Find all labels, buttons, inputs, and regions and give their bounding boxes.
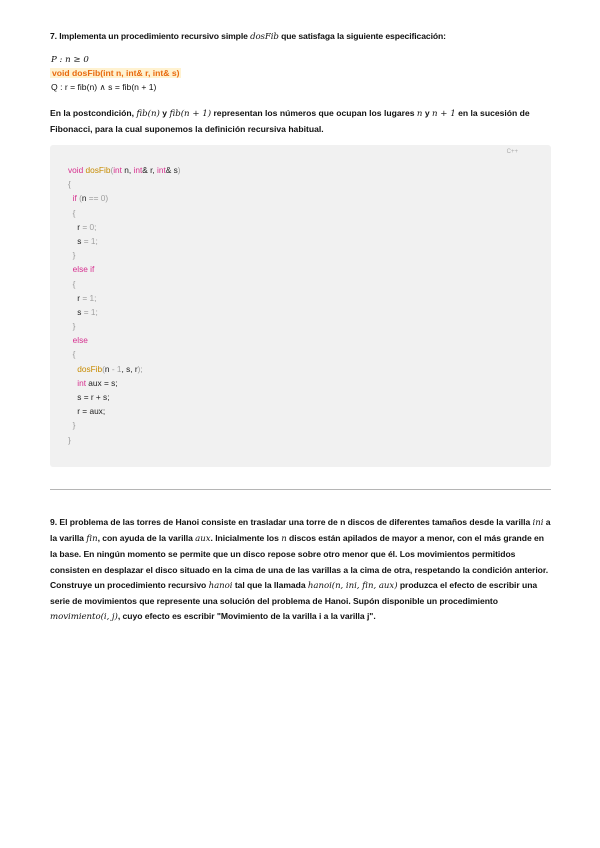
code-line: }: [72, 420, 76, 431]
code-block[interactable]: [50, 145, 551, 467]
precondition: P : n ≥ 0: [51, 55, 89, 65]
code-line: {: [72, 278, 76, 289]
code-line: dosFib(n - 1, s, r);: [77, 363, 143, 374]
code-line: int aux = s;: [77, 377, 118, 388]
ex9-text: , con ayuda de la varilla: [97, 533, 196, 544]
code-line: {: [68, 179, 71, 190]
title-text: 7. Implementa un procedimiento recursivo simple: [50, 31, 251, 41]
code-line: s = 1;: [77, 235, 98, 246]
desc-text: en la sucesión de Fibonacci, para la cual suponemos la definición recursiva habitual.: [50, 108, 530, 134]
highlighted-signature[interactable]: void dosFib(int n, int& r, int& s): [52, 68, 180, 78]
postcondition-description: [50, 106, 550, 137]
math-dosfib: dosFib: [250, 32, 279, 42]
math-ini: ini: [532, 518, 544, 528]
math-fin: fin: [86, 534, 98, 545]
section-divider: [50, 489, 551, 490]
exercise-9-text: [50, 515, 552, 625]
ex9-text: produzca el efecto de escribir una serie de movimientos que represente una solución del problema de Hanoi. Supón disponible un procedimiento: [50, 579, 538, 607]
code-line: else if: [72, 264, 95, 275]
math-aux: aux: [195, 534, 211, 545]
ex9-text: 9. El problema de las torres de Hanoi consiste en trasladar una torre de n discos de diferentes tamaños desde la varilla: [50, 517, 533, 527]
code-line: s = r + s;: [77, 392, 110, 402]
math-fib-n: fib(n): [136, 109, 160, 119]
desc-text: representan los números que ocupan los lugares: [211, 108, 417, 118]
code-line: }: [72, 250, 76, 261]
math-movimiento: movimiento(i, j): [50, 612, 118, 623]
ex9-text: tal que la llamada: [232, 579, 308, 590]
desc-text: En la postcondición,: [50, 108, 137, 118]
math-n: n: [416, 109, 423, 119]
desc-text: y: [159, 108, 170, 118]
code-line: {: [72, 207, 76, 218]
math-fib-n1: fib(n + 1): [169, 109, 212, 119]
code-line: void dosFib(int n, int& r, int& s): [68, 165, 181, 175]
code-line: r = 0;: [77, 221, 97, 232]
desc-text: y: [422, 108, 433, 118]
code-line: s = 1;: [77, 306, 98, 317]
ex9-text: , cuyo efecto es escribir "Movimiento de la varilla i a la varilla j".: [117, 611, 376, 622]
code-lines: [68, 163, 181, 447]
postcondition: Q : r = fib(n) ∧ s = fib(n + 1): [51, 82, 157, 92]
exercise-7-title: [50, 31, 446, 42]
code-language-label: C++: [506, 149, 518, 155]
ex9-text: a la varilla: [50, 517, 551, 544]
math-hanoi: hanoi: [208, 580, 233, 591]
code-line: r = 1;: [77, 292, 97, 303]
title-text-end: que satisfaga la siguiente especificación:: [278, 31, 446, 41]
code-line: r = aux;: [77, 406, 106, 417]
ex9-text: discos están apilados de mayor a menor, con el más grande en la base. En ningún momento se permite que un disco repose sobre otro menor que él. Los movimientos permitidos consisten en desplazar el disco situado en la cima de una de las varillas a la cima de otra, respetando la condición anterior. Construye un procedimiento recursivo: [50, 533, 549, 590]
code-line: }: [68, 434, 71, 445]
code-line: if (n == 0): [72, 193, 109, 204]
ex9-text: . Inicialmente los: [210, 533, 282, 544]
math-n: n: [281, 534, 287, 545]
code-line: {: [72, 349, 76, 360]
math-hanoi-call: hanoi(n, ini, fin, aux): [307, 580, 398, 591]
code-line: else: [72, 335, 88, 346]
math-n1: n + 1: [432, 109, 456, 119]
code-line: }: [72, 321, 76, 332]
